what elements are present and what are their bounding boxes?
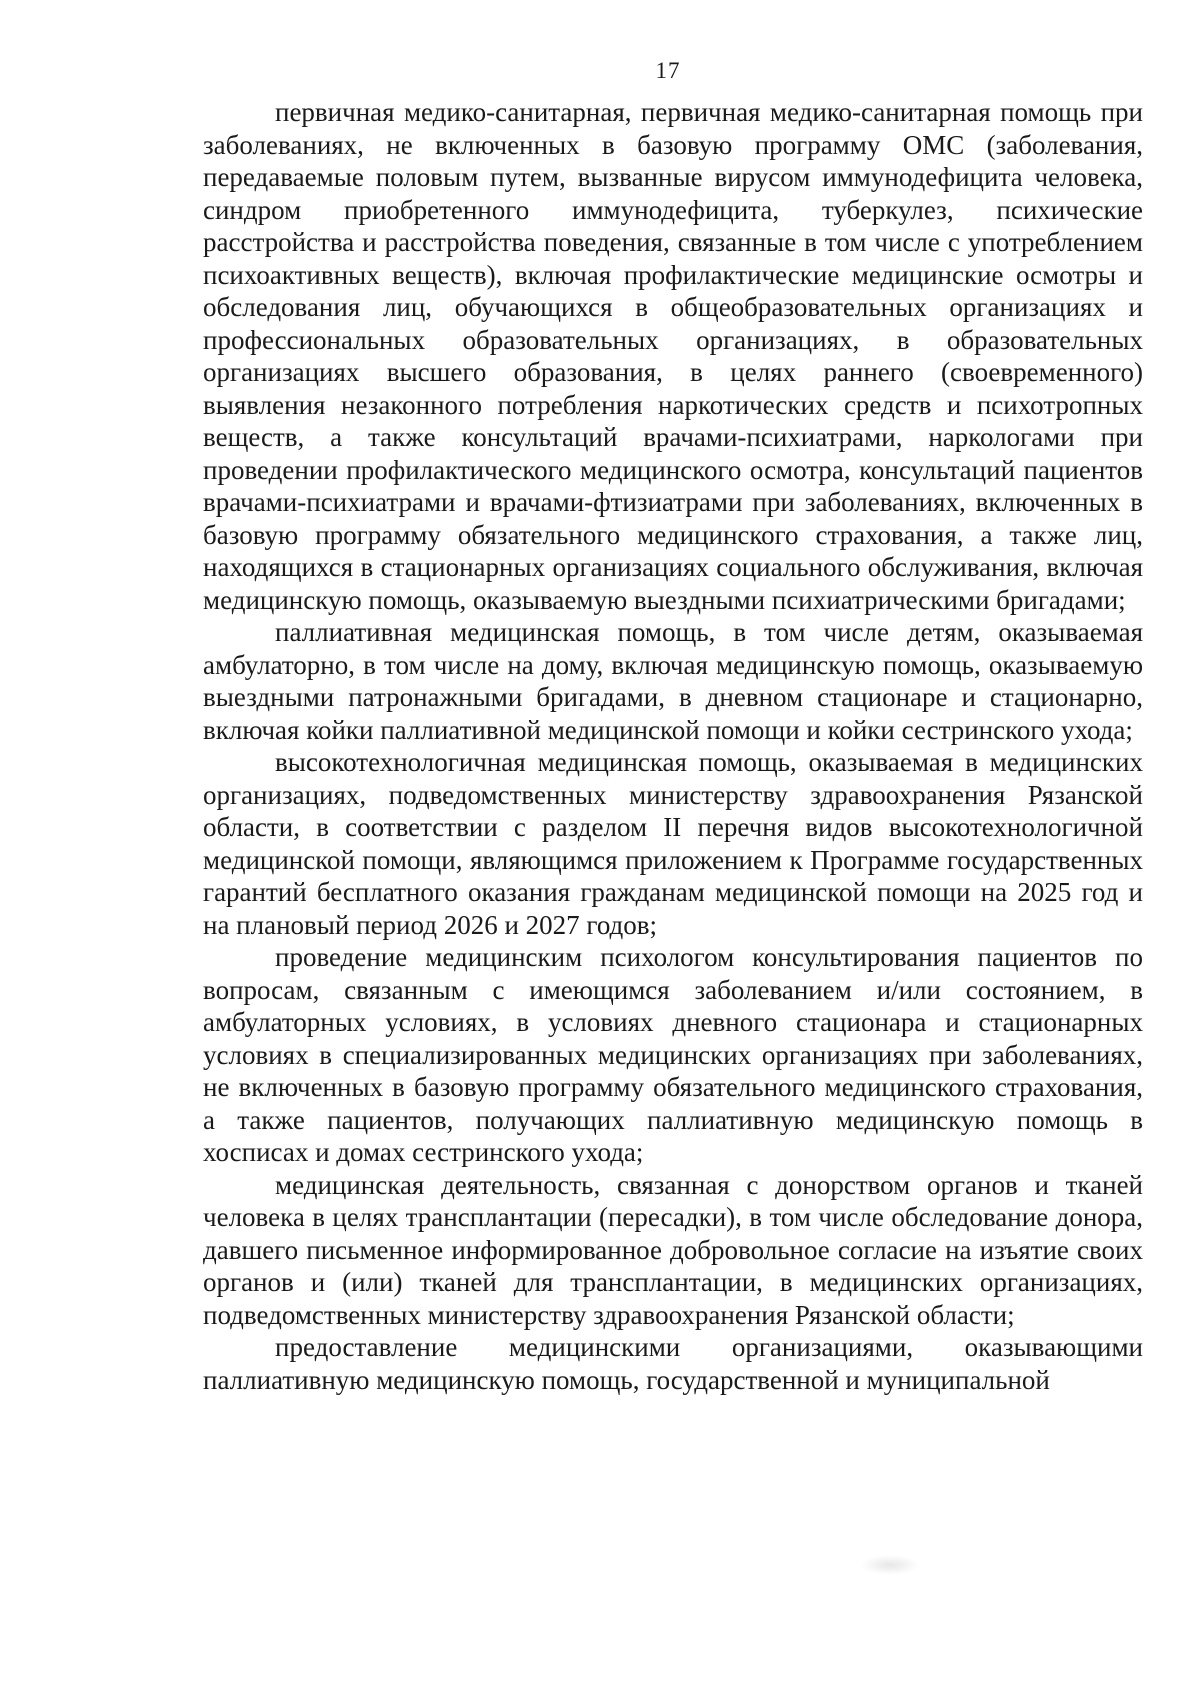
paragraph-primary-care: первичная медико-санитарная, первичная медико-санитарная помощь при заболеваниях, не включенных в базовую программу ОМС (заболевания, передаваемые половым путем, вызванные вирусом иммунодефицита человека, синдром приобретенного иммунодефицита, туберкулез, психические расстройства и расстройства поведения, связанные в том числе с употреблением психоактивных веществ), включая профилактические медицинские осмотры и обследования лиц, обучающихся в общеобразовательных организациях и профессиональных образовательных организациях, в образовательных организациях высшего образования, в целях раннего (своевременного) выявления незаконного потребления наркотических средств и психотропных веществ, а также консультаций врачами-психиатрами, наркологами при проведении профилактического медицинского осмотра, консультаций пациентов врачами-психиатрами и врачами-фтизиатрами при заболеваниях, включенных в базовую программу обязательного медицинского страхования, а также лиц, находящихся в стационарных организациях социального обслуживания, включая медицинскую помощь, оказываемую выездными психиатрическими бригадами; [203,97,1143,615]
scan-artifact [860,1555,920,1575]
paragraph-psychologist-consulting: проведение медицинским психологом консультирования пациентов по вопросам, связанным с имеющимся заболеванием и/или состоянием, в амбулаторных условиях, в условиях дневного стационара и стационарных условиях в специализированных медицинских организациях при заболеваниях, не включенных в базовую программу обязательного медицинского страхования, а также пациентов, получающих паллиативную медицинскую помощь в хосписах и домах сестринского ухода; [203,942,1143,1167]
document-body [203,96,1143,1396]
paragraph-provision-continued: предоставление медицинскими организациями, оказывающими паллиативную медицинскую помощь, государственной и муниципальной [203,1332,1143,1395]
page-number: 17 [655,58,681,83]
paragraph-organ-donation: медицинская деятельность, связанная с донорством органов и тканей человека в целях трансплантации (пересадки), в том числе обследование донора, давшего письменное информированное добровольное согласие на изъятие своих органов и (или) тканей для трансплантации, в медицинских организациях, подведомственных министерству здравоохранения Рязанской области; [203,1169,1143,1330]
paragraph-high-tech-care: высокотехнологичная медицинская помощь, оказываемая в медицинских организациях, подведомственных министерству здравоохранения Рязанской области, в соответствии с разделом II перечня видов высокотехнологичной медицинской помощи, являющимся приложением к Программе государственных гарантий бесплатного оказания гражданам медицинской помощи на 2025 год и на плановый период 2026 и 2027 годов; [203,747,1143,940]
paragraph-palliative-care: паллиативная медицинская помощь, в том числе детям, оказываемая амбулаторно, в том числе на дому, включая медицинскую помощь, оказываемую выездными патронажными бригадами, в дневном стационаре и стационарно, включая койки паллиативной медицинской помощи и койки сестринского ухода; [203,617,1143,745]
